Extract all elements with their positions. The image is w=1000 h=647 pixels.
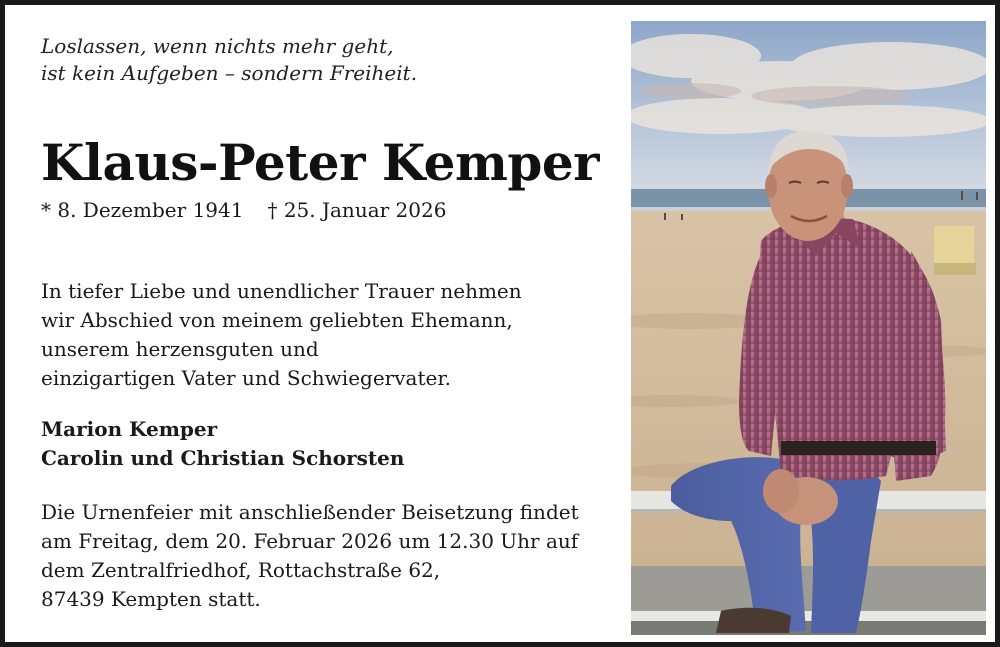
ceremony-info bbox=[41, 498, 621, 614]
ceremony-line-1: Die Urnenfeier mit anschließender Beisetzung findet bbox=[41, 500, 579, 524]
death-date: † 25. Januar 2026 bbox=[267, 198, 447, 222]
ceremony-line-4: 87439 Kempten statt. bbox=[41, 587, 261, 611]
motto-line-2: ist kein Aufgeben – sondern Freiheit. bbox=[41, 61, 418, 85]
announcement-line-3: unserem herzensguten und bbox=[41, 337, 319, 361]
mourner-1: Marion Kemper bbox=[41, 417, 218, 441]
beach-portrait-image bbox=[631, 21, 986, 635]
birth-date: * 8. Dezember 1941 bbox=[41, 198, 244, 222]
mourners-list bbox=[41, 415, 404, 473]
ceremony-line-2: am Freitag, dem 20. Februar 2026 um 12.30 Uhr auf bbox=[41, 529, 579, 553]
ceremony-line-3: dem Zentralfriedhof, Rottachstraße 62, bbox=[41, 558, 441, 582]
announcement-line-1: In tiefer Liebe und unendlicher Trauer nehmen bbox=[41, 279, 522, 303]
life-dates bbox=[41, 198, 446, 222]
motto-quote bbox=[41, 33, 621, 87]
deceased-name: Klaus-Peter Kemper bbox=[41, 133, 600, 192]
mourner-2: Carolin und Christian Schorsten bbox=[41, 446, 405, 470]
announcement-line-2: wir Abschied von meinem geliebten Ehemann, bbox=[41, 308, 513, 332]
announcement-line-4: einzigartigen Vater und Schwiegervater. bbox=[41, 366, 452, 390]
motto-line-1: Loslassen, wenn nichts mehr geht, bbox=[41, 34, 394, 58]
announcement-text bbox=[41, 277, 621, 393]
text-column bbox=[41, 33, 621, 611]
portrait-photo bbox=[631, 21, 986, 635]
